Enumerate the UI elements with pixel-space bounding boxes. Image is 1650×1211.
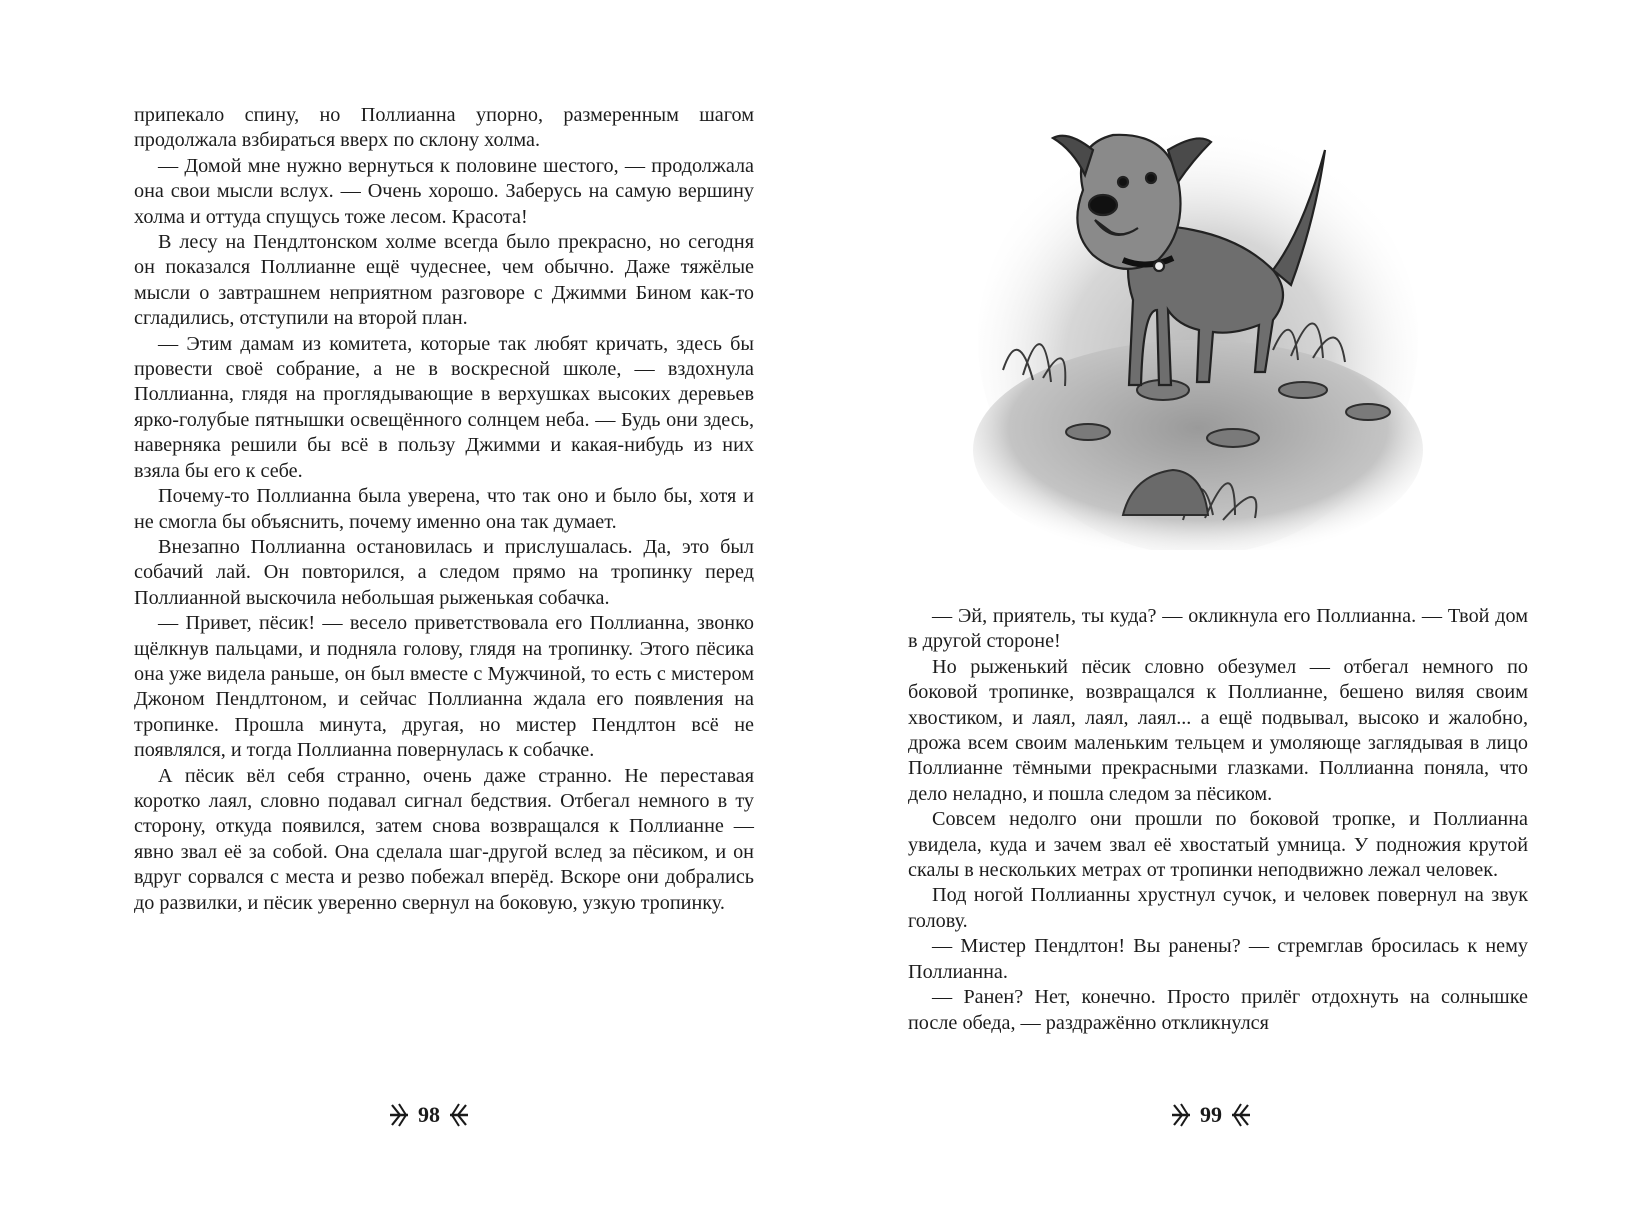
ornament-right-icon: [448, 1102, 470, 1128]
paragraph: — Эй, приятель, ты куда? — окликнула его Поллианна. — Твой дом в другой стороне!: [908, 605, 1528, 653]
paragraph: Почему-то Поллианна была уверена, что так оно и было бы, хотя и не смогла бы объяснить, почему именно она так думает.: [134, 485, 754, 533]
paragraph: — Этим дамам из комитета, которые так любят кричать, здесь бы провести своё собрание, а не в воскресной школе, — вздохнула Поллианна, глядя на проглядывающие в верхушках высоких деревьев ярко-голубые пятнышки освещённого солнцем неба. — Будь они здесь, наверняка решили бы всё в пользу Джимми и какая-нибудь из них взяла бы его к себе.: [134, 332, 754, 482]
page-number-98: [388, 1100, 470, 1130]
paragraph: — Мистер Пендлтон! Вы ранены? — стремглав бросилась к нему Поллианна.: [908, 935, 1528, 983]
page-number-99: [1170, 1100, 1252, 1130]
left-page-text: [134, 103, 754, 916]
right-page: [825, 0, 1650, 1211]
paragraph: — Ранен? Нет, конечно. Просто прилёг отдохнуть на солнышке после обеда, — раздражённо откликнулся: [908, 986, 1528, 1034]
page-number: 99: [1200, 1102, 1222, 1127]
paragraph: припекало спину, но Поллианна упорно, размеренным шагом продолжала взбираться вверх по склону холма.: [134, 104, 754, 152]
ornament-left-icon: [1170, 1102, 1192, 1128]
ornament-left-icon: [388, 1102, 410, 1128]
right-page-text: [908, 604, 1528, 1036]
paragraph: Совсем недолго они прошли по боковой тропке, и Поллианна увидела, куда и зачем звал её хвостатый умница. У подножия крутой скалы в нескольких метрах от тропинки неподвижно лежал человек.: [908, 808, 1528, 882]
paragraph: А пёсик вёл себя странно, очень даже странно. Не переставая коротко лаял, словно подавал сигнал бедствия. Отбегал немного в ту сторону, откуда появился, затем снова возвращался к Поллианне — явно звал её за собой. Она сделала шаг-другой вслед за пёсиком, и он вдруг сорвался с места и резво побежал вперёд. Вскоре они добрались до развилки, и пёсик уверенно свернул на боковую, узкую тропинку.: [134, 764, 754, 914]
paragraph: Под ногой Поллианны хрустнул сучок, и человек повернул на звук голову.: [908, 884, 1528, 932]
paragraph: — Привет, пёсик! — весело приветствовала его Поллианна, звонко щёлкнув пальцами, и подняла голову, глядя на тропинку. Этого пёсика она уже видела раньше, он был вместе с Мужчиной, то есть с мистером Джоном Пендлтоном, и сейчас Поллианна ждала его появления на тропинке. Прошла минута, другая, но мистер Пендлтон всё не появлялся, и тогда Поллианна повернулась к собачке.: [134, 612, 754, 762]
ornament-right-icon: [1230, 1102, 1252, 1128]
dog-illustration: [973, 120, 1423, 550]
paragraph: — Домой мне нужно вернуться к половине шестого, — продолжала она свои мысли вслух. — Очень хорошо. Заберусь на самую вершину холма и оттуда спущусь тоже лесом. Красота!: [134, 154, 754, 228]
page-number: 98: [418, 1102, 440, 1127]
paragraph: В лесу на Пендлтонском холме всегда было прекрасно, но сегодня он показался Поллианне ещё чудеснее, чем обычно. Даже тяжёлые мысли о завтрашнем неприятном разговоре с Джимми Бином как-то сгладились, отступили на второй план.: [134, 231, 754, 330]
paragraph: Внезапно Поллианна остановилась и прислушалась. Да, это был собачий лай. Он повторился, а следом прямо на тропинку перед Поллианной выскочила небольшая рыженькая собачка.: [134, 535, 754, 609]
paragraph: Но рыженький пёсик словно обезумел — отбегал немного по боковой тропинке, возвращался к Поллианне, бешено виляя своим хвостиком, и лаял, лаял, лаял... а ещё подвывал, высоко и жалобно, дрожа всем своим маленьким тельцем и умоляюще заглядывая в лицо Поллианне тёмными прекрасными глазками. Поллианна поняла, что дело неладно, и пошла следом за пёсиком.: [908, 655, 1528, 805]
